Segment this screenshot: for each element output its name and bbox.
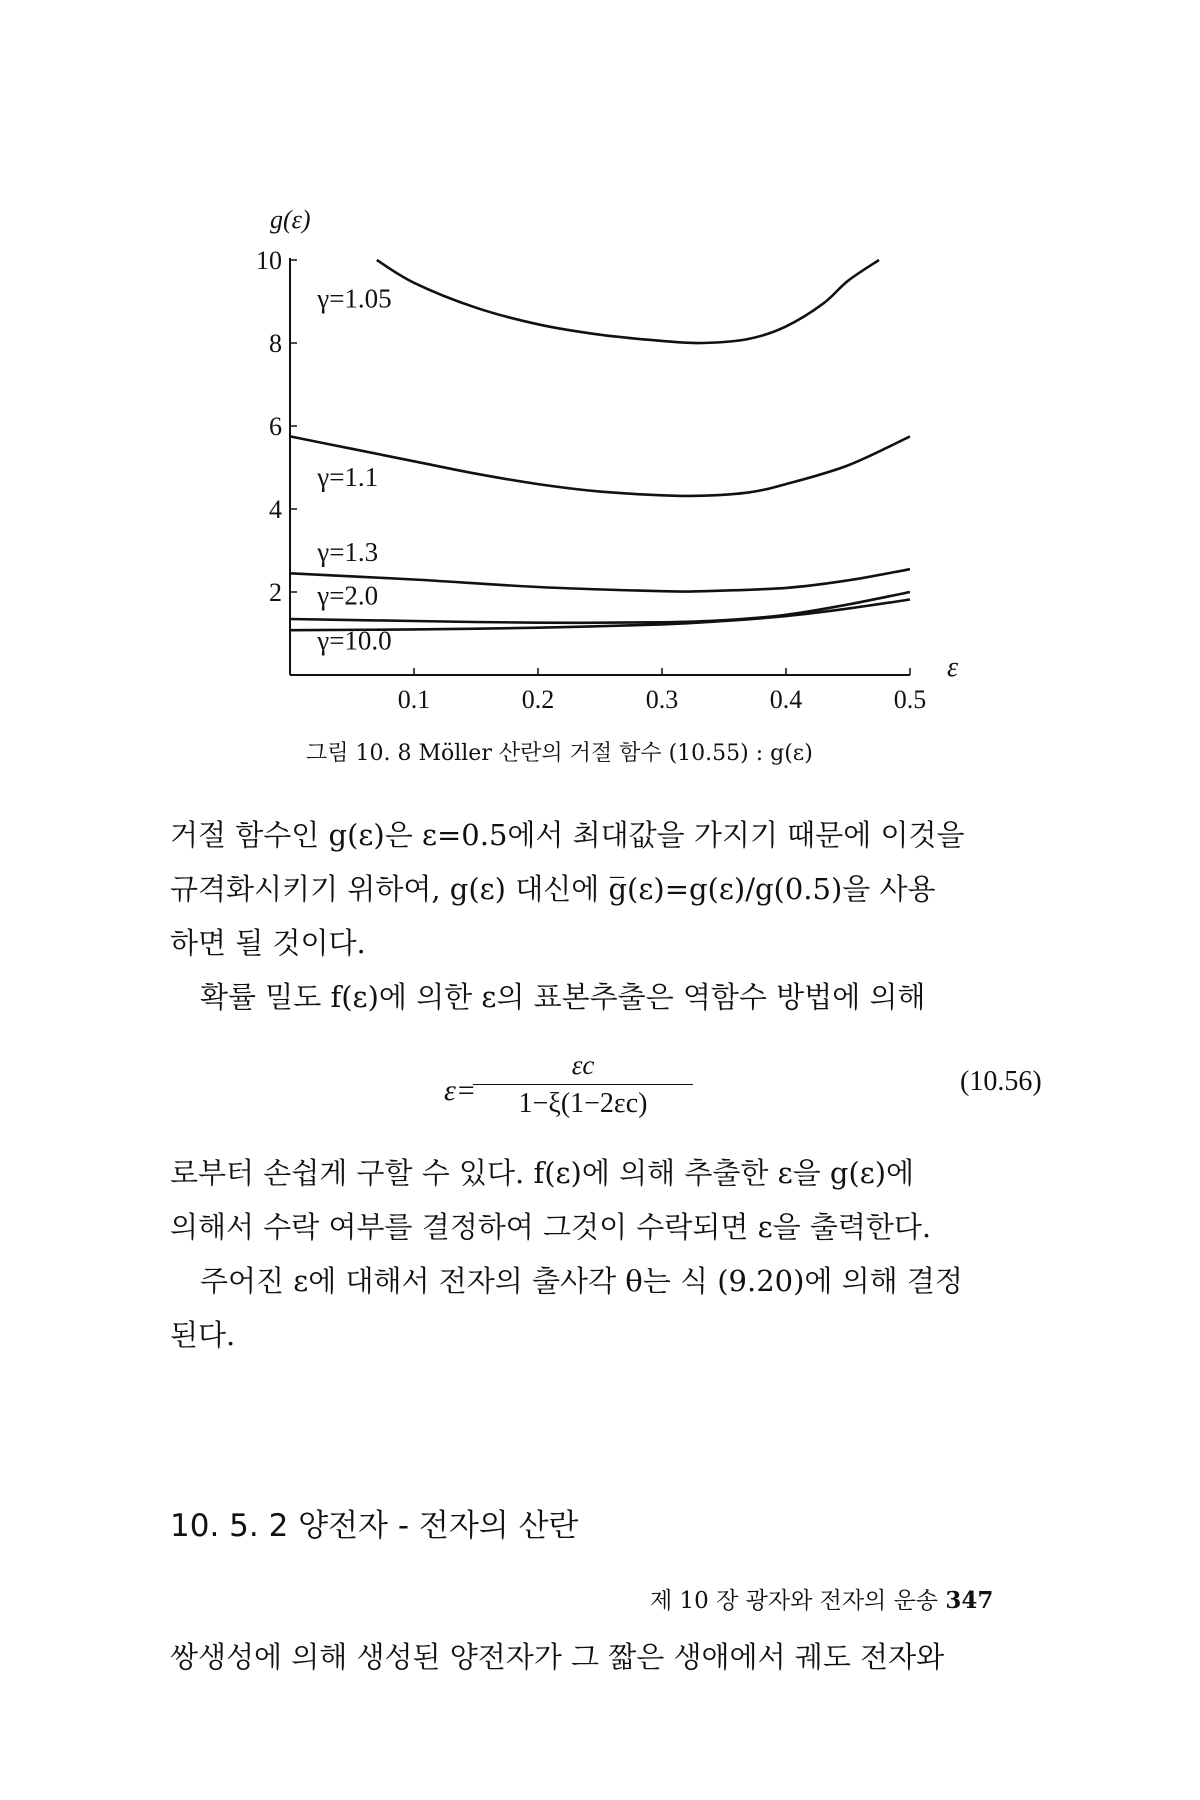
y-tick-label: 8 [269,329,282,358]
paragraph-after-line-3: 주어진 ε에 대해서 전자의 출사각 θ는 식 (9.20)에 의해 결정 [200,1264,963,1298]
y-tick-label: 10 [256,246,282,275]
series-line-0 [377,260,879,343]
paragraph-last-line: 쌍생성에 의해 생성된 양전자가 그 짧은 생애에서 궤도 전자와 [170,1640,945,1674]
x-tick-label: 0.1 [397,685,431,714]
equation-lhs: ε= [444,1074,477,1107]
x-tick-label: 0.4 [769,685,803,714]
y-tick-label: 4 [269,495,282,524]
page-footer [650,1582,993,1615]
series-line-3 [290,592,910,623]
x-tick-label: 0.5 [893,685,927,714]
series-label-0: γ=1.05 [317,283,392,314]
y-axis-label: g(ε) [270,205,311,234]
footer-chapter: 제 10 장 광자와 전자의 운송 [650,1588,939,1614]
series-label-4: γ=10.0 [317,625,392,656]
x-tick-label: 0.2 [521,685,555,714]
y-tick-label: 2 [269,578,282,607]
paragraph-line-2: 규격화시키기 위하여, g(ε) 대신에 g̅(ε)=g(ε)/g(0.5)을 사용 [170,872,936,906]
equation-numerator: εc [571,1050,595,1080]
series-label-2: γ=1.3 [317,536,379,567]
page-number: 347 [945,1587,994,1614]
y-tick-label: 6 [269,412,282,441]
equation-label: (10.56) [960,1066,1042,1097]
series-label-1: γ=1.1 [317,462,379,493]
paragraph-after-line-4: 된다. [170,1318,236,1352]
figure-caption: 그림 10. 8 Möller 산란의 거절 함수 (10.55) : g(ε) [306,741,813,766]
paragraph-after-line-2: 의해서 수락 여부를 결정하여 그것이 수락되면 ε을 출력한다. [170,1210,932,1244]
x-tick-label: 0.3 [645,685,679,714]
paragraph-line-3: 하면 될 것이다. [170,926,366,960]
section-heading: 10. 5. 2 양전자 - 전자의 산란 [170,1508,579,1544]
equation-fraction-bar [473,1084,693,1085]
equation-10-56 [430,1050,1080,1120]
paragraph-line-1: 거절 함수인 g(ε)은 ε=0.5에서 최대값을 가지기 때문에 이것을 [170,818,965,852]
chart-series-labels [316,284,391,656]
series-line-2 [290,569,910,591]
paragraph-line-4: 확률 밀도 f(ε)에 의한 ε의 표본추출은 역함수 방법에 의해 [200,980,926,1014]
series-label-3: γ=2.0 [317,580,379,611]
x-axis-label: ε [947,652,959,683]
chart-series-group [290,260,910,630]
paragraph-after-line-1: 로부터 손쉽게 구할 수 있다. f(ε)에 의해 추출한 ε을 g(ε)에 [170,1156,915,1190]
series-line-1 [290,436,910,496]
figure-chart [0,0,1200,730]
equation-denominator: 1−ξ(1−2εc) [518,1088,648,1119]
